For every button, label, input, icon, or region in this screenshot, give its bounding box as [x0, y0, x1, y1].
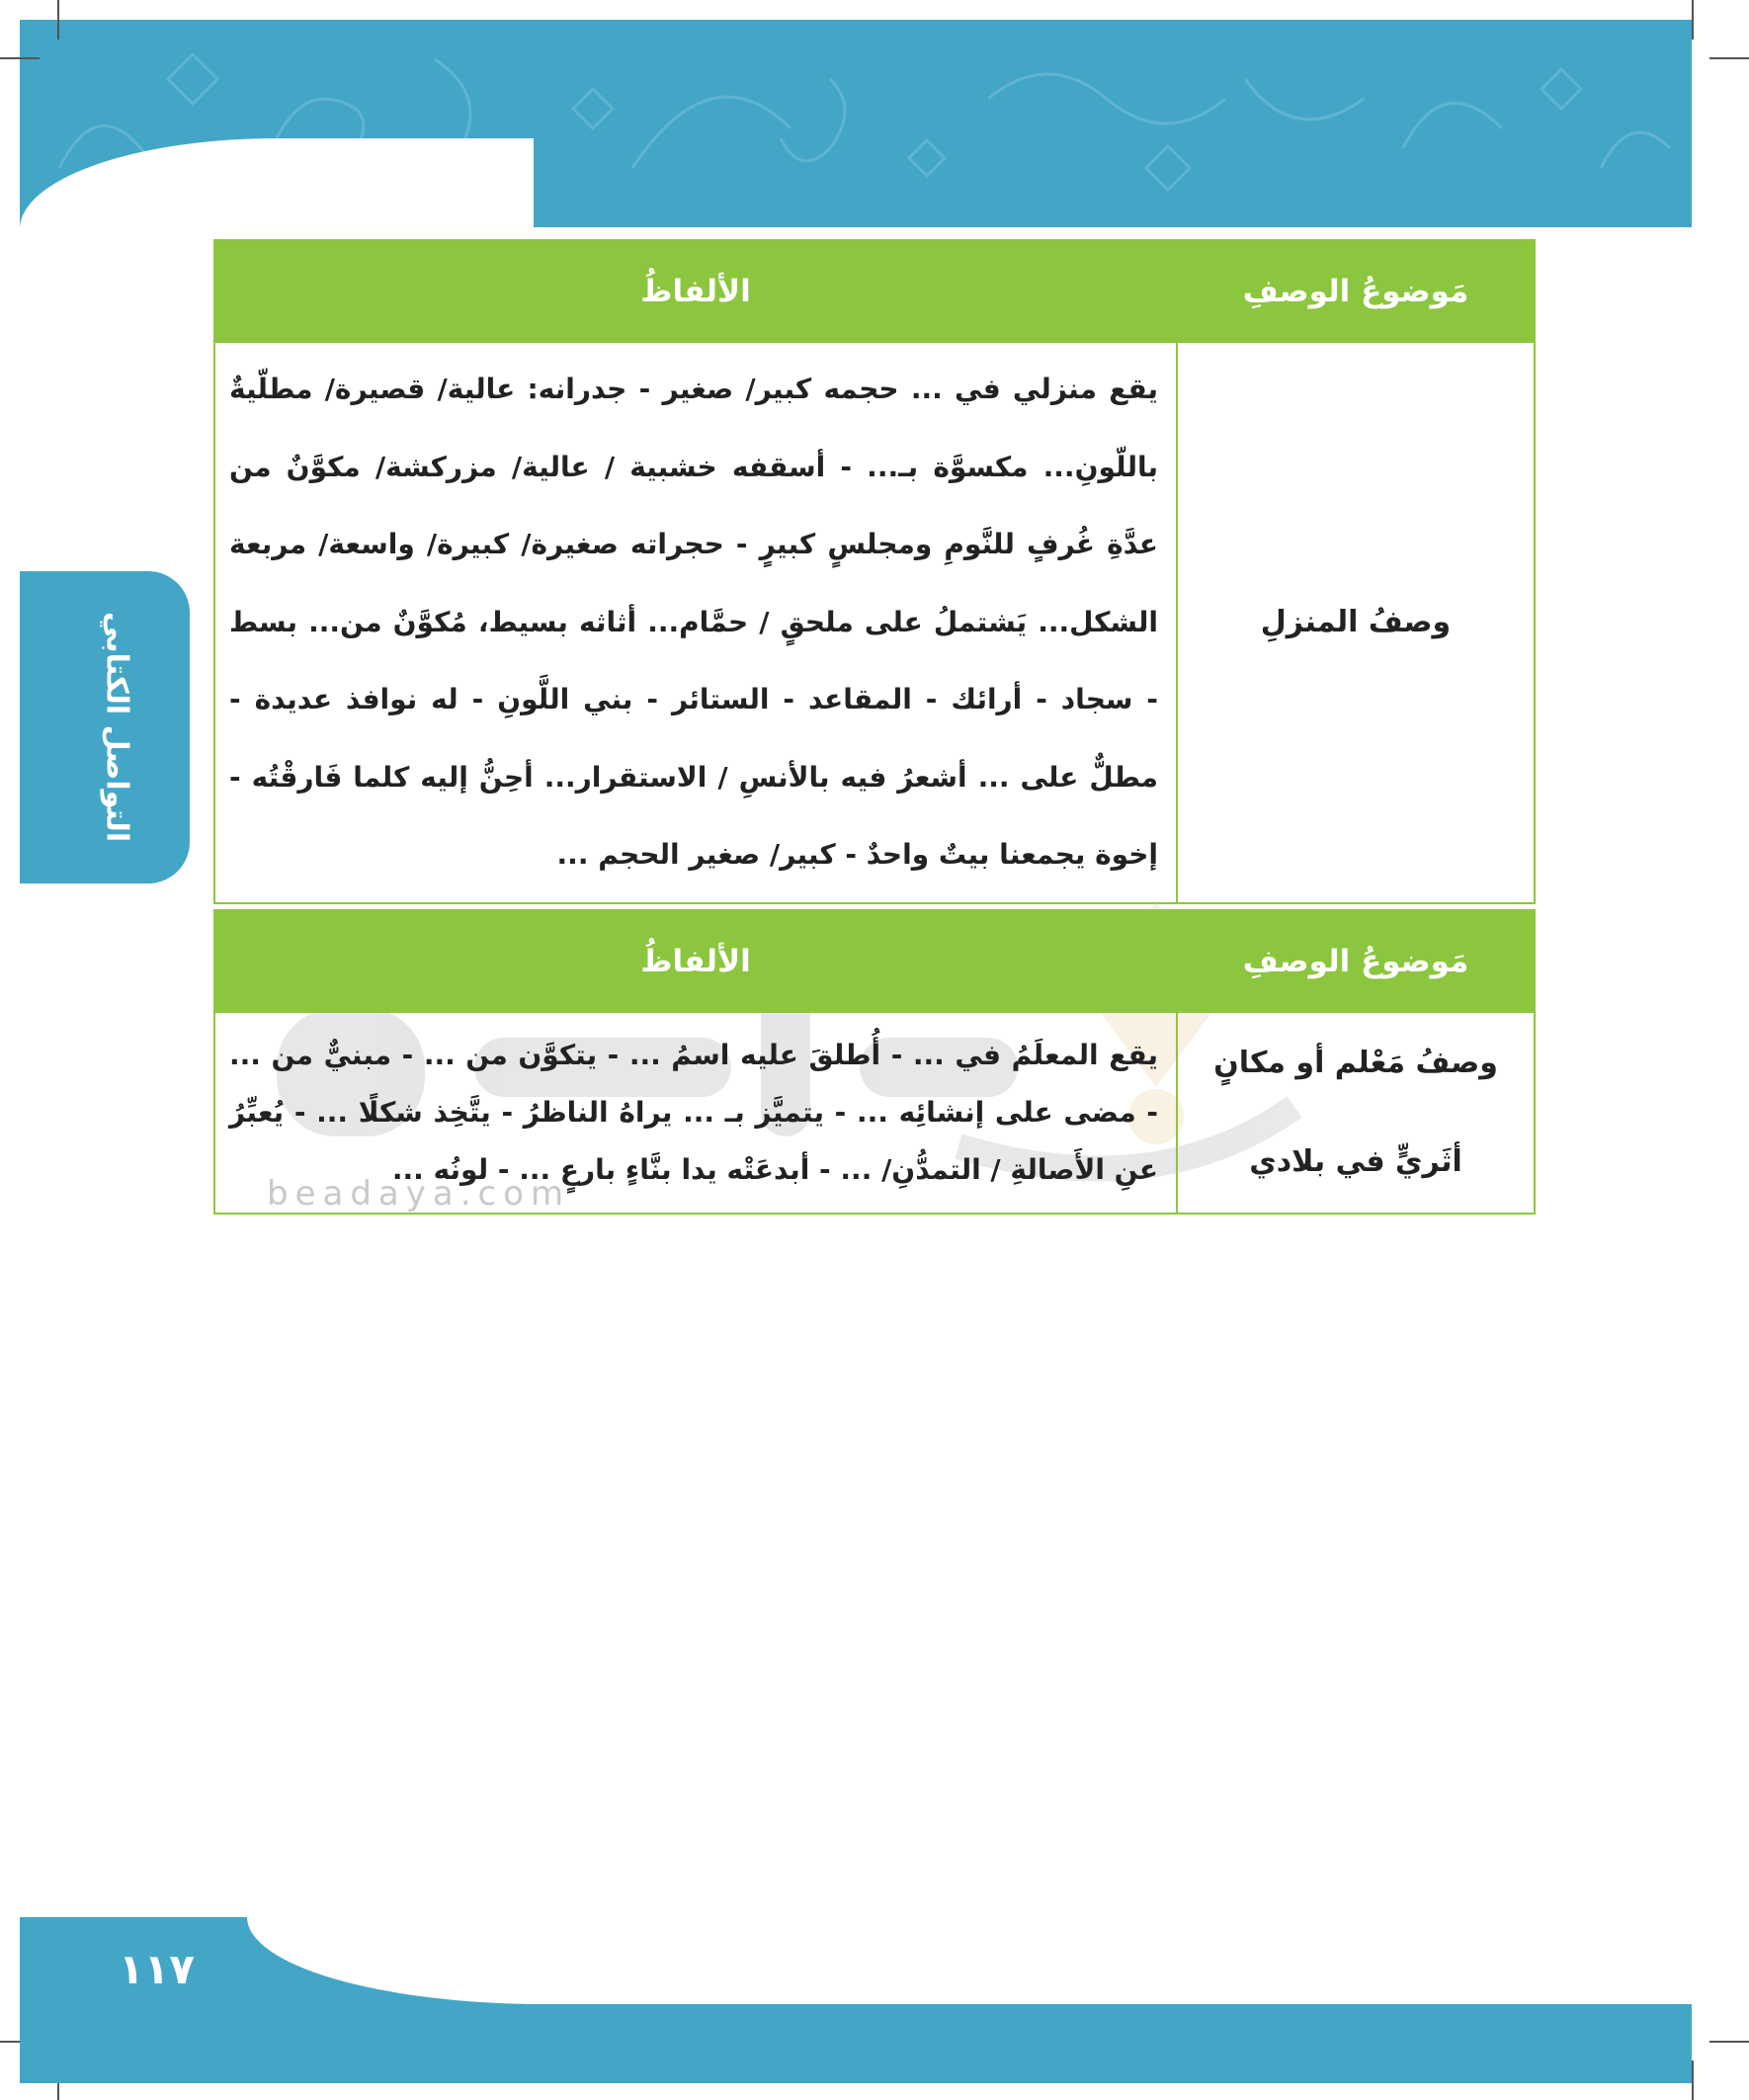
watermark-url: beadaya.com: [267, 1174, 571, 1214]
words-cell: يقع المعلَمُ في ... - أُطلقَ عليه اسمُ ... - يتكوَّن من ... - مبنيٌّ من ... - مضى على إنشائِه ... - يتميَّز بـ ... يراهُ الناظرُ - يتَّخِذ شكلًا ... - يُعبِّرُ عنِ الأَصالةِ / التمدُّنِ/ ... - أبدعَتْه يدا بنَّاءٍ بارعٍ ... - لونُه ...: [214, 1012, 1177, 1214]
header-words: الألفاظُ: [214, 240, 1177, 342]
crop-mark: [57, 0, 59, 40]
crop-mark: [1709, 2041, 1749, 2043]
topic-line-2: أثَريٍّ في بلادي: [1249, 1144, 1462, 1179]
topic-line-1: وصفُ مَعْلم أو مكانٍ: [1213, 1046, 1498, 1080]
section-side-tab-label: التواصل الكتابي: [99, 612, 134, 843]
header-topic: مَوضوعُ الوصفِ: [1177, 910, 1535, 1012]
crop-mark: [1692, 0, 1694, 40]
crop-mark: [1709, 57, 1749, 59]
table-header-row: [214, 910, 1535, 1012]
crop-mark: [0, 57, 40, 59]
footer-curve: [247, 1917, 1692, 2004]
table-header-row: [214, 240, 1535, 342]
description-table-house: [213, 239, 1536, 904]
header-words: الألفاظُ: [214, 910, 1177, 1012]
table-row: [214, 1012, 1535, 1214]
table-row: [214, 342, 1535, 903]
words-cell: يقع منزلي في ... حجمه كبير/ صغير - جدرانه: عالية/ قصيرة/ مطلّيةٌ باللّونِ... مكسوَّة بـ... - أسقفه خشبية / عالية/ مزركشة/ مكوَّنٌ من عدَّةِ غُرفٍ للنَّومِ ومجلسٍ كبيرٍ - حجراته صغيرة/ كبيرة/ واسعة/ مربعة الشكل... يَشتملُ على ملحقٍ / حمَّام... أثاثه بسيط، مُكوَّنٌ من... بسط - سجاد - أرائك - المقاعد - الستائر - بني اللَّونِ - له نوافذ عديدة - مطلٌّ على ... أشعرُ فيه بالأنسِ / الاستقرار... أحِنُّ إليه كلما فَارقْتُه - إخوة يجمعنا بيتٌ واحدٌ - كبير/ صغير الحجم ...: [214, 342, 1177, 903]
header-topic: مَوضوعُ الوصفِ: [1177, 240, 1535, 342]
topic-cell: [1177, 1012, 1535, 1214]
description-table-landmark: [213, 909, 1536, 1215]
crop-mark: [1692, 2060, 1694, 2100]
page-number: ١١٧: [119, 1945, 195, 1993]
topic-cell: وصفُ المنزلِ: [1177, 342, 1535, 903]
